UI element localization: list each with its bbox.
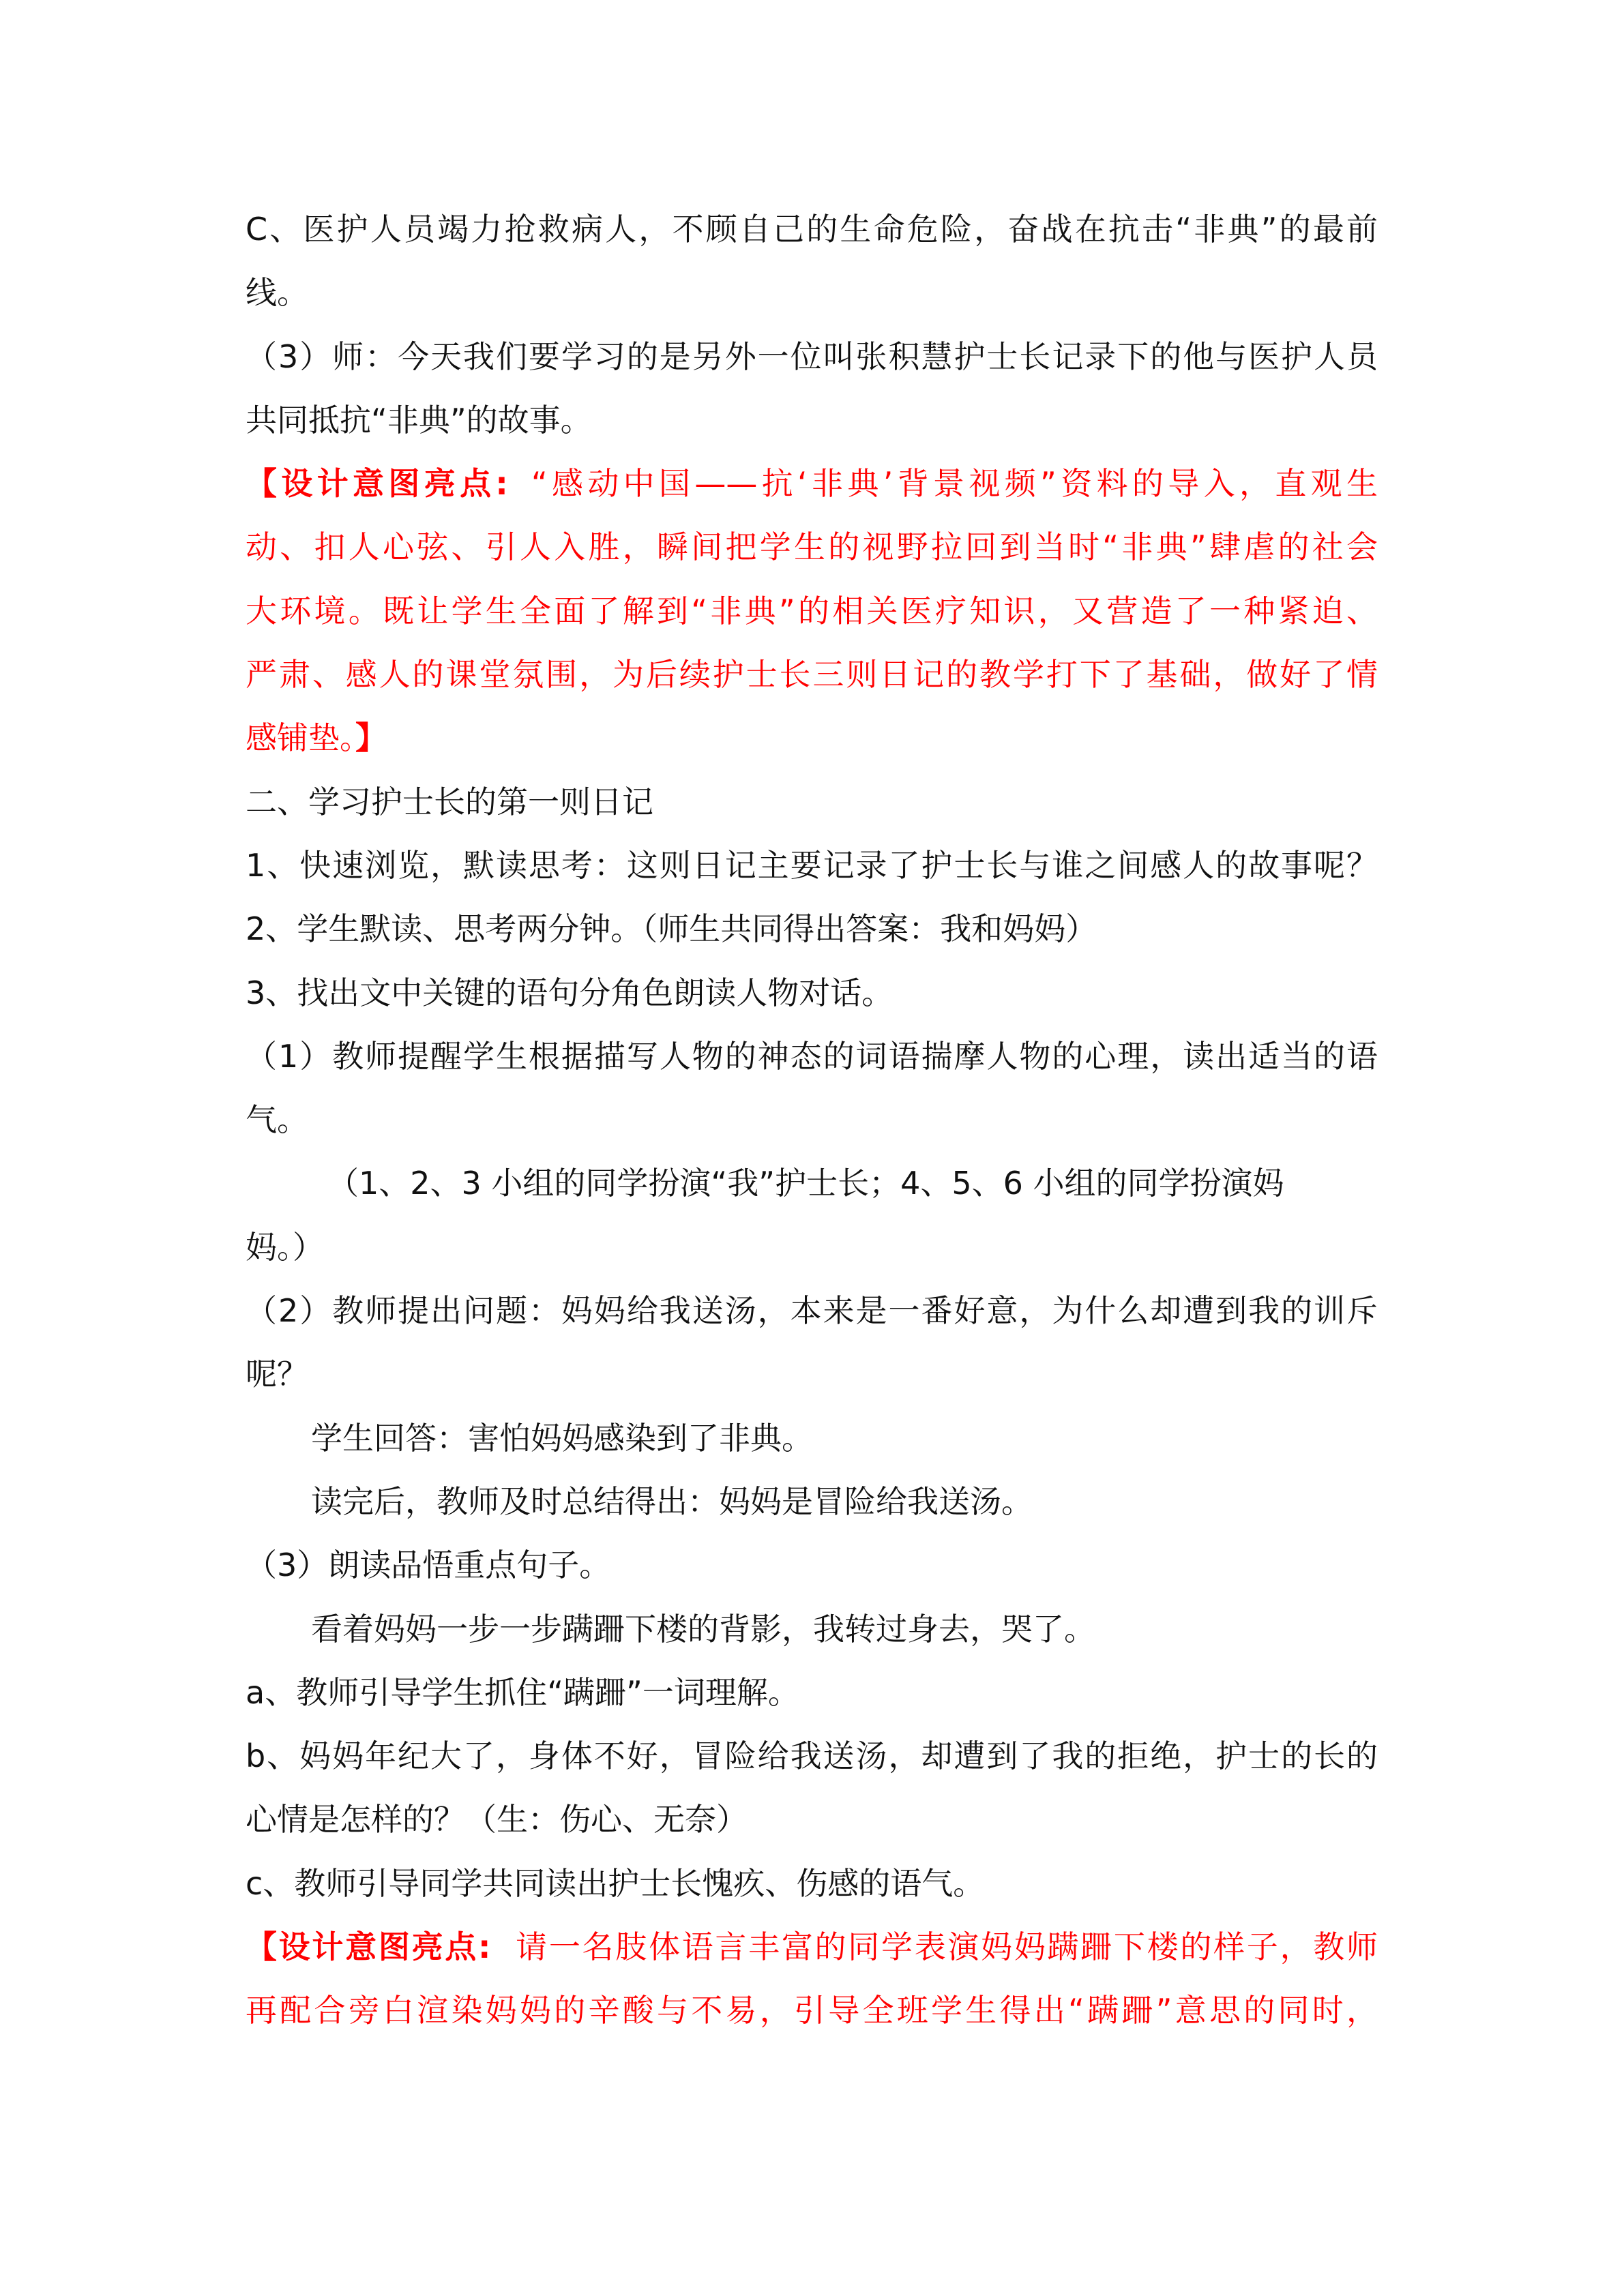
line-text: a、教师引导学生抓住“蹒跚”一词理解。 bbox=[246, 1673, 799, 1711]
text-line bbox=[246, 1534, 1378, 1597]
line-text: c、教师引导同学共同读出护士长愧疚、伤感的语气。 bbox=[246, 1864, 985, 1902]
line-text: 呢？ bbox=[246, 1356, 308, 1393]
line-text: 学生回答：害怕妈妈感染到了非典。 bbox=[311, 1419, 813, 1457]
text-line bbox=[246, 1343, 1378, 1406]
line-text: 严肃、感人的课堂氛围，为后续护士长三则日记的教学打下了基础，做好了情 bbox=[246, 656, 1378, 694]
line-text: 3、找出文中关键的语句分角色朗读人物对话。 bbox=[246, 974, 894, 1011]
line-text: 请一名肢体语言丰富的同学表演妈妈蹒跚下楼的样子，教师 bbox=[514, 1928, 1378, 1966]
line-text: 看着妈妈一步一步蹒跚下楼的背影，我转过身去，哭了。 bbox=[311, 1610, 1095, 1648]
line-text: 2、学生默读、思考两分钟。（师生共同得出答案：我和妈妈） bbox=[246, 910, 1097, 948]
text-line bbox=[246, 1725, 1378, 1788]
line-text: 再配合旁白渲染妈妈的辛酸与不易，引导全班学生得出“蹒跚”意思的同时， bbox=[246, 1992, 1378, 2029]
text-line bbox=[246, 1407, 1378, 1470]
text-line bbox=[246, 1216, 1378, 1279]
line-text: “感动中国——抗‘非典’背景视频”资料的导入，直观生 bbox=[531, 465, 1378, 503]
line-text: 气。 bbox=[246, 1101, 308, 1139]
text-line bbox=[246, 1152, 1378, 1215]
text-line bbox=[246, 389, 1378, 452]
line-text: （3）师：今天我们要学习的是另外一位叫张积慧护士长记录下的他与医护人员 bbox=[246, 338, 1378, 375]
text-line bbox=[246, 643, 1378, 706]
line-text: 妈。） bbox=[246, 1228, 324, 1266]
line-text: 心情是怎样的？（生：伤心、无奈） bbox=[246, 1801, 748, 1838]
highlight-label: 【设计意图亮点: bbox=[246, 1928, 491, 1966]
text-line bbox=[246, 706, 1378, 770]
text-line bbox=[246, 1788, 1378, 1851]
line-text: 二、学习护士长的第一则日记 bbox=[246, 783, 653, 820]
text-line bbox=[246, 261, 1378, 325]
line-text: b、妈妈年纪大了，身体不好，冒险给我送汤，却遭到了我的拒绝，护士的长的 bbox=[246, 1738, 1378, 1775]
text-line bbox=[246, 1279, 1378, 1343]
line-text: （2）教师提出问题：妈妈给我送汤，本来是一番好意，为什么却遭到我的训斥 bbox=[246, 1292, 1378, 1330]
text-line bbox=[246, 452, 1378, 516]
line-text: （3）朗读品悟重点句子。 bbox=[246, 1547, 611, 1584]
text-line bbox=[246, 834, 1378, 897]
line-text: 线。 bbox=[246, 274, 308, 312]
text-line bbox=[246, 1598, 1378, 1661]
highlight-label: 【设计意图亮点: bbox=[246, 465, 508, 503]
line-text: 共同抵抗“非典”的故事。 bbox=[246, 401, 592, 438]
text-line bbox=[246, 1979, 1378, 2042]
line-text: 感铺垫。】 bbox=[246, 719, 387, 757]
text-line bbox=[246, 1661, 1378, 1725]
line-text: 1、快速浏览，默读思考：这则日记主要记录了护士长与谁之间感人的故事呢？ bbox=[246, 846, 1378, 884]
document-page bbox=[246, 198, 1378, 2043]
line-text: C、医护人员竭力抢救病人，不顾自己的生命危险，奋战在抗击“非典”的最前 bbox=[246, 211, 1378, 248]
text-line bbox=[246, 580, 1378, 643]
text-line bbox=[246, 198, 1378, 261]
text-line bbox=[246, 1025, 1378, 1088]
text-line bbox=[246, 961, 1378, 1025]
text-line bbox=[246, 897, 1378, 961]
text-line bbox=[246, 771, 1378, 834]
text-line bbox=[246, 1088, 1378, 1152]
line-text: 读完后，教师及时总结得出：妈妈是冒险给我送汤。 bbox=[311, 1482, 1033, 1520]
line-text: （1、2、3 小组的同学扮演“我”护士长；4、5、6 小组的同学扮演妈 bbox=[327, 1165, 1284, 1202]
line-text: 动、扣人心弦、引人入胜，瞬间把学生的视野拉回到当时“非典”肆虐的社会 bbox=[246, 528, 1378, 566]
line-text: （1）教师提醒学生根据描写人物的神态的词语揣摩人物的心理，读出适当的语 bbox=[246, 1037, 1378, 1075]
text-line bbox=[246, 1852, 1378, 1915]
text-line bbox=[246, 1470, 1378, 1534]
text-line bbox=[246, 1915, 1378, 1979]
text-line bbox=[246, 325, 1378, 389]
text-line bbox=[246, 516, 1378, 579]
line-text: 大环境。既让学生全面了解到“非典”的相关医疗知识，又营造了一种紧迫、 bbox=[246, 592, 1378, 629]
